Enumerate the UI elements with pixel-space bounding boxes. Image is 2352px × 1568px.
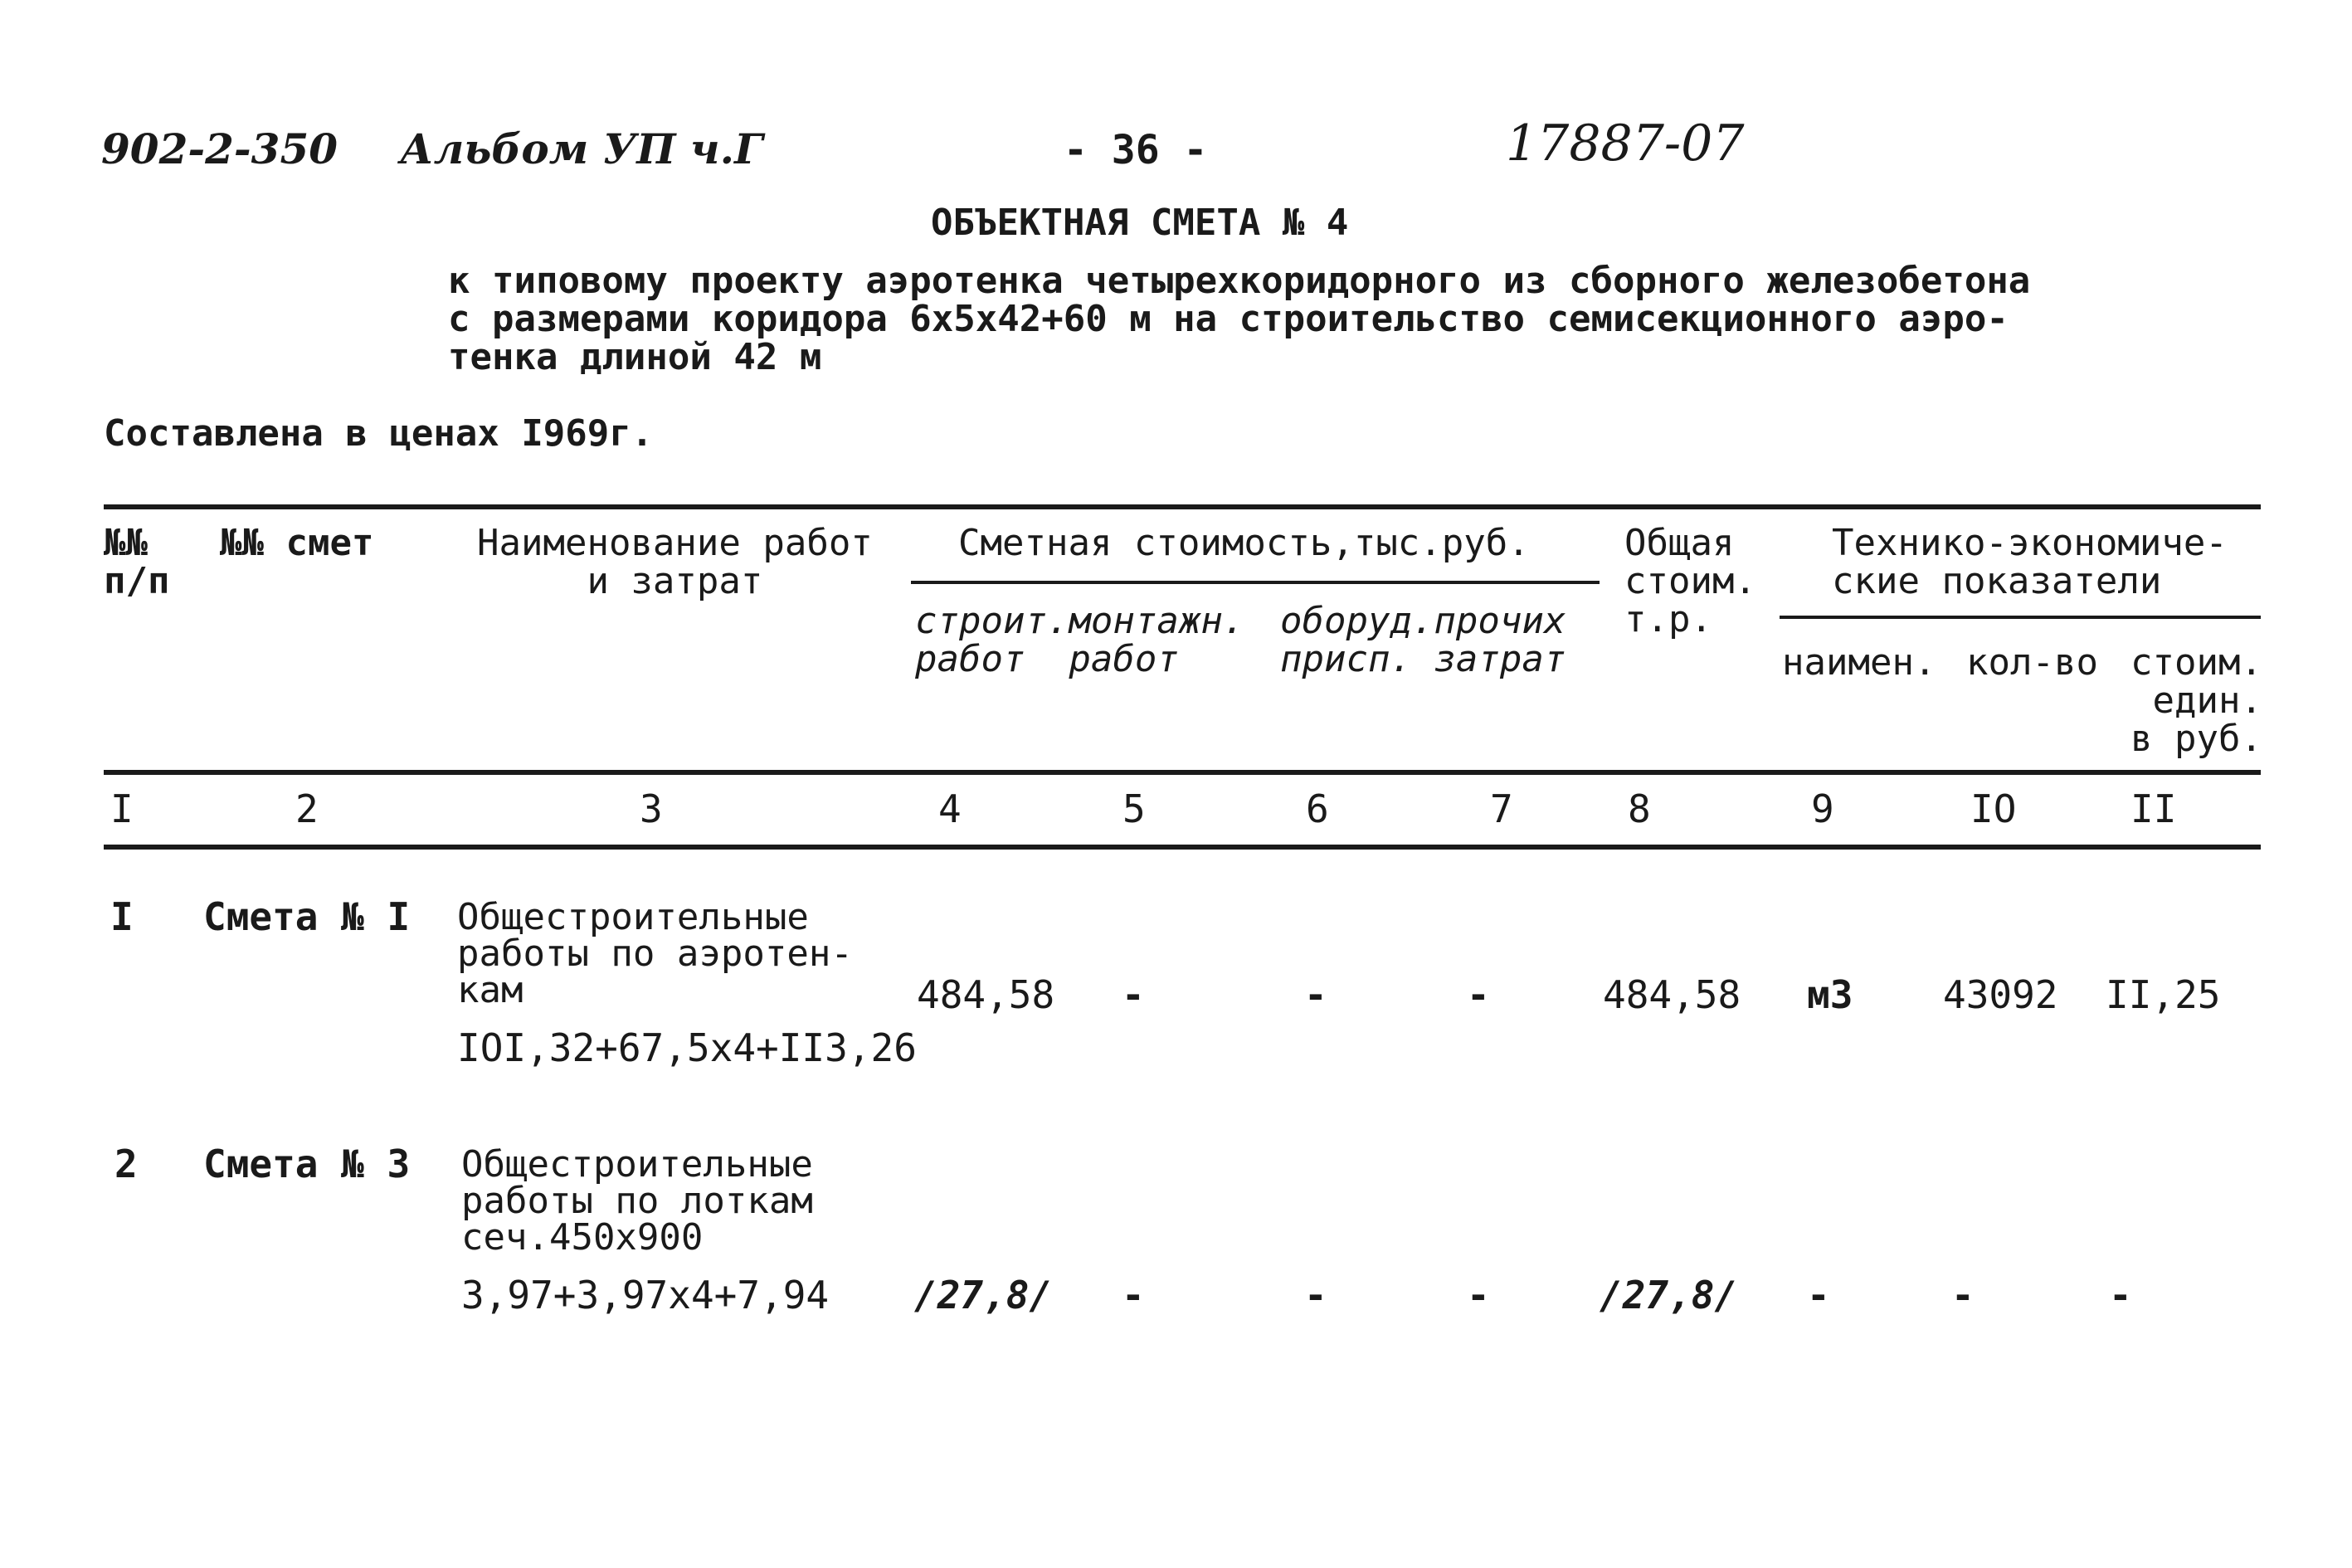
registry-number: 17887-07 [1506, 114, 1745, 173]
total-cost: 484,58 [1603, 972, 1741, 1017]
page-number: - 36 - [1064, 127, 1208, 173]
column-number-4: 4 [938, 786, 962, 831]
column-number-5: 5 [1122, 786, 1146, 831]
cost-formula: IOI,32+67,5х4+II3,26 [457, 1025, 917, 1070]
cost-group-rule [911, 581, 1600, 584]
column-number-7: 7 [1490, 786, 1513, 831]
column-numbers-rule [104, 845, 2261, 850]
column-number-11: II [2130, 786, 2177, 831]
document-subtitle: к типовому проекту аэротенка четырехкоридорного из сборного железобетона с размерами коридора 6х5х42+60 м на строительство семисекционного аэро- тенка длиной 42 м [448, 260, 2031, 378]
estimate-reference: Смета № 3 [203, 1142, 411, 1186]
column-number-2: 2 [295, 786, 319, 831]
header-estimate-number: №№ смет [220, 522, 374, 564]
header-row-number: №№ п/п [104, 522, 170, 602]
row-number: 2 [114, 1142, 138, 1186]
unit-cost: II,25 [2106, 972, 2221, 1017]
header-quantity: кол-во [1966, 641, 2098, 684]
equipment-cost: - [1304, 972, 1327, 1017]
column-number-8: 8 [1628, 786, 1651, 831]
table-top-rule [104, 504, 2261, 509]
header-equipment-other: оборуд.прочих присп. затрат [1280, 600, 1566, 680]
column-number-1: I [110, 786, 134, 831]
quantity: 43092 [1943, 972, 2058, 1017]
row-number: I [110, 894, 134, 939]
total-cost: /27,8/ [1600, 1273, 1738, 1317]
header-total-cost: Общая стоим. т.р. [1624, 522, 1756, 640]
work-name: Общестроительные работы по аэротен- кам [457, 896, 853, 1011]
column-number-3: 3 [640, 786, 663, 831]
header-unit-cost: стоим. един. в руб. [2130, 641, 2262, 760]
header-construction-installation: строит.монтажн. работ работ [915, 600, 1245, 680]
unit-name: м3 [1807, 972, 1853, 1017]
estimate-reference: Смета № I [203, 894, 411, 939]
quantity: - [1951, 1273, 1975, 1317]
unit-name: - [1807, 1273, 1830, 1317]
other-cost: - [1467, 972, 1490, 1017]
header-bottom-rule [104, 770, 2261, 775]
construction-cost: /27,8/ [914, 1273, 1053, 1317]
unit-cost: - [2109, 1273, 2132, 1317]
tech-group-rule [1780, 616, 2261, 619]
project-code: 902-2-350 [101, 124, 338, 173]
column-number-9: 9 [1811, 786, 1834, 831]
construction-cost: 484,58 [917, 972, 1055, 1017]
header-unit-name: наимен. [1782, 641, 1936, 684]
header-work-name: Наименование работ и затрат [477, 522, 873, 602]
price-basis: Составлена в ценах I969г. [104, 412, 654, 455]
installation-cost: - [1122, 972, 1145, 1017]
cost-formula: 3,97+3,97х4+7,94 [461, 1273, 830, 1317]
column-number-10: IO [1970, 786, 2017, 831]
installation-cost: - [1122, 1273, 1145, 1317]
document-title: ОБЪЕКТНАЯ СМЕТА № 4 [931, 202, 1349, 244]
other-cost: - [1467, 1273, 1490, 1317]
work-name: Общестроительные работы по лоткам сеч.450х900 [461, 1143, 813, 1259]
header-tech-group: Технико-экономиче- ские показатели [1832, 522, 2228, 602]
header-cost-group: Сметная стоимость,тыс.руб. [958, 522, 1530, 564]
column-number-6: 6 [1306, 786, 1329, 831]
album-label: Альбом УП ч.Г [400, 124, 763, 173]
equipment-cost: - [1304, 1273, 1327, 1317]
